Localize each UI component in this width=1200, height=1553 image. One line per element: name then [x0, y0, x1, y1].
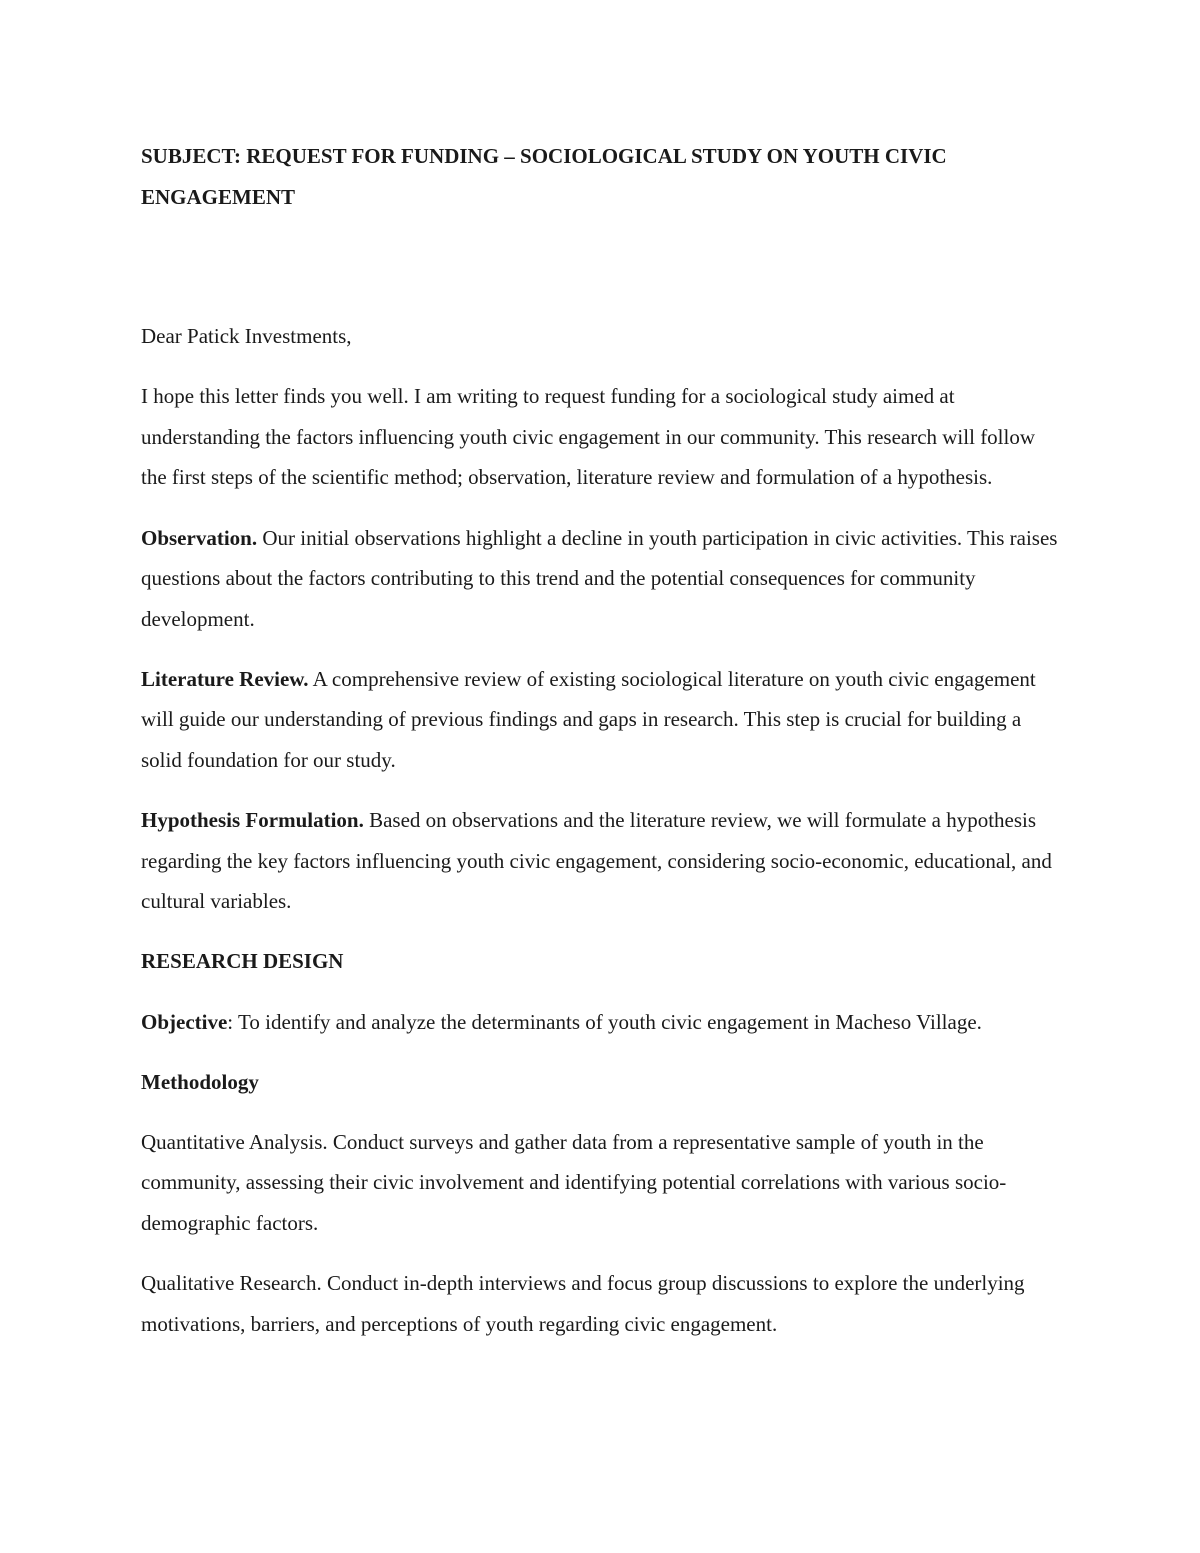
- methodology-heading: Methodology: [141, 1069, 259, 1094]
- hypothesis-text: Based on observations and the literature review, we will formulate a hypothesis regarding the key factors influencing youth civic engagement, considering socio-economic, educational, and cultural variables.: [141, 808, 1052, 914]
- hypothesis-paragraph: [141, 800, 1061, 922]
- literature-review-paragraph: [141, 659, 1061, 781]
- quantitative-paragraph: Quantitative Analysis. Conduct surveys and gather data from a representative sample of youth in the community, assessing their civic involvement and identifying potential correlations with various socio-demographic factors.: [141, 1129, 1007, 1235]
- observation-text: Our initial observations highlight a decline in youth participation in civic activities. This raises questions about the factors contributing to this trend and the potential consequences for community development.: [141, 525, 1058, 631]
- literature-review-label: Literature Review.: [141, 666, 309, 691]
- objective-label: Objective: [141, 1009, 228, 1034]
- research-design-heading: RESEARCH DESIGN: [141, 949, 344, 974]
- salutation: Dear Patick Investments,: [141, 324, 352, 349]
- objective-text: : To identify and analyze the determinants of youth civic engagement in Macheso Village.: [227, 1009, 982, 1034]
- letter-page: [141, 136, 1061, 1364]
- literature-review-text: A comprehensive review of existing sociological literature on youth civic engagement will guide our understanding of previous findings and gaps in research. This step is crucial for building a solid foundation for our study.: [141, 666, 1036, 773]
- objective-paragraph: [141, 1002, 1061, 1043]
- qualitative-paragraph: Qualitative Research. Conduct in-depth interviews and focus group discussions to explore the underlying motivations, barriers, and perceptions of youth regarding civic engagement.: [141, 1270, 1025, 1336]
- observation-paragraph: [141, 518, 1061, 640]
- observation-label: Observation.: [141, 525, 258, 550]
- subject-line: SUBJECT: REQUEST FOR FUNDING – SOCIOLOGICAL STUDY ON YOUTH CIVIC ENGAGEMENT: [141, 144, 947, 209]
- intro-paragraph: I hope this letter finds you well. I am writing to request funding for a sociological study aimed at understanding the factors influencing youth civic engagement in our community. This research will follow the first steps of the scientific method; observation, literature review and formulation of a hypothesis.: [141, 384, 1036, 490]
- hypothesis-label: Hypothesis Formulation.: [141, 808, 364, 833]
